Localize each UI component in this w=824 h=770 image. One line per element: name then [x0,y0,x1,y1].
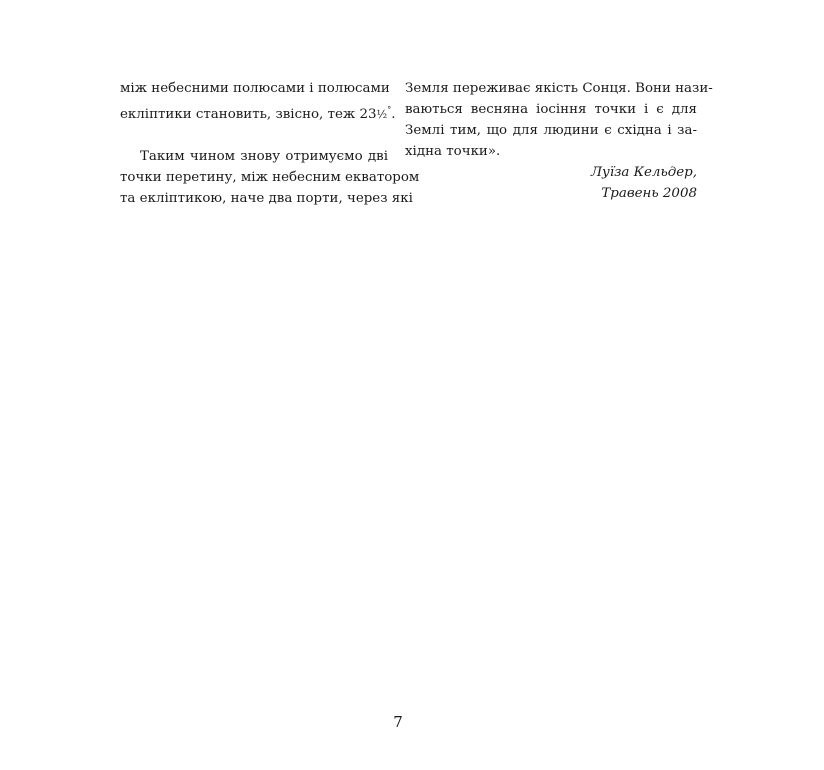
text-line: точки перетину, між небесним екватором [120,170,420,185]
text-line: Землі тим, що для людини є східна і за- [405,123,697,138]
right-column [405,78,713,204]
text-line: та екліптикою, наче два порти, через які [120,191,413,206]
degree-sign: ° [387,105,392,114]
text-line: ваються весняна іосіння точки і є для [405,102,697,117]
fraction: ½ [376,108,388,121]
signature-author: Луїза Кельдер, [590,165,697,180]
paragraph-gap [120,125,388,146]
text-line: Земля переживає якість Сонця. Вони нази- [405,81,713,96]
signature-date: Травень 2008 [601,186,697,201]
text-line: Таким чином знову отримуємо дві [140,149,388,164]
text-line [120,99,396,125]
page-number: 7 [393,713,403,731]
left-column [120,78,420,209]
text-line: хідна точки». [405,144,501,159]
text-fragment: . [391,107,396,122]
text-fragment: екліптики становить, звісно, теж 23 [120,107,377,122]
text-line: між небесними полюсами і полюсами [120,81,390,96]
